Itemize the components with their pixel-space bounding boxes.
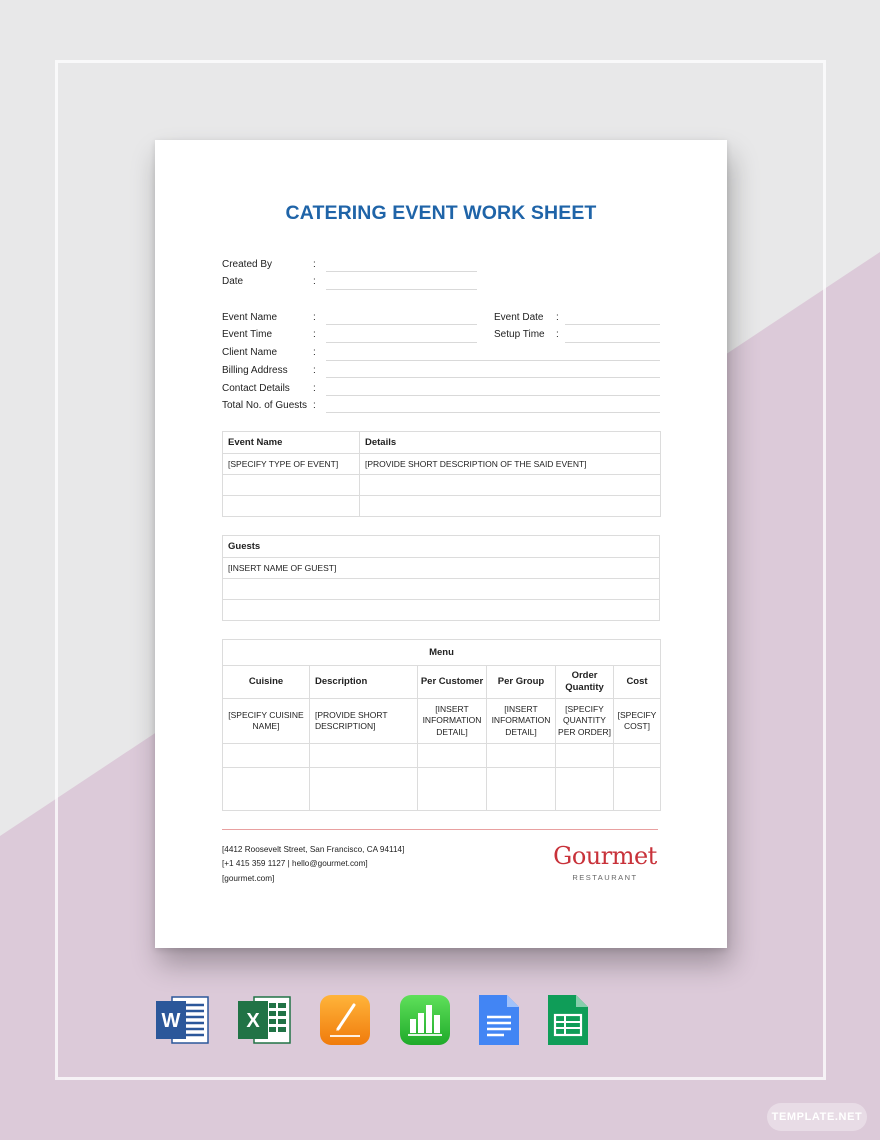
table-cell[interactable] bbox=[310, 744, 418, 768]
table-cell[interactable] bbox=[418, 744, 487, 768]
field-line-date[interactable] bbox=[326, 289, 477, 290]
field-line-setup-time[interactable] bbox=[565, 342, 660, 343]
footer-contact: [+1 415 359 1127 | hello@gourmet.com] bbox=[222, 859, 368, 868]
field-line-client-name[interactable] bbox=[326, 360, 660, 361]
table-cell[interactable] bbox=[556, 768, 614, 811]
column-header-per-group: Per Group bbox=[487, 666, 556, 699]
field-colon: : bbox=[313, 383, 316, 394]
table-cell[interactable]: [INSERT INFORMATION DETAIL] bbox=[487, 699, 556, 744]
table-cell[interactable] bbox=[223, 600, 660, 621]
column-header-cuisine: Cuisine bbox=[223, 666, 310, 699]
table-row bbox=[223, 475, 661, 496]
footer-website: [gourmet.com] bbox=[222, 874, 275, 883]
field-label-date: Date bbox=[222, 276, 244, 287]
field-label-event-name: Event Name bbox=[222, 312, 278, 323]
column-header-per-customer: Per Customer bbox=[418, 666, 487, 699]
table-cell[interactable]: [SPECIFY CUISINE NAME] bbox=[223, 699, 310, 744]
table-cell[interactable] bbox=[223, 579, 660, 600]
table-cell[interactable]: [INSERT INFORMATION DETAIL] bbox=[418, 699, 487, 744]
field-label-created-by: Created By bbox=[222, 259, 273, 270]
event-table bbox=[222, 431, 661, 517]
footer-divider bbox=[222, 829, 658, 830]
column-header-details: Details bbox=[360, 432, 661, 454]
table-header-row bbox=[223, 432, 661, 454]
column-header-event-name: Event Name bbox=[223, 432, 360, 454]
field-line-event-name[interactable] bbox=[326, 324, 477, 325]
field-line-event-time[interactable] bbox=[326, 342, 477, 343]
table-row bbox=[223, 454, 661, 475]
table-header-row bbox=[223, 536, 660, 558]
field-label-client-name: Client Name bbox=[222, 347, 278, 358]
gourmet-logo-subtitle: RESTAURANT bbox=[572, 873, 638, 882]
field-colon: : bbox=[313, 347, 316, 358]
table-cell[interactable]: [PROVIDE SHORT DESCRIPTION OF THE SAID EVENT] bbox=[360, 454, 661, 475]
field-line-total-guests[interactable] bbox=[326, 412, 660, 413]
table-cell[interactable]: [SPECIFY TYPE OF EVENT] bbox=[223, 454, 360, 475]
field-label-setup-time: Setup Time bbox=[494, 329, 545, 340]
excel-icon[interactable] bbox=[238, 993, 292, 1047]
table-cell[interactable]: [PROVIDE SHORT DESCRIPTION] bbox=[310, 699, 418, 744]
field-line-created-by[interactable] bbox=[326, 271, 477, 272]
table-row bbox=[223, 600, 660, 621]
field-label-event-date: Event Date bbox=[494, 312, 544, 323]
page-title: CATERING EVENT WORK SHEET bbox=[285, 202, 597, 224]
field-label-total-guests: Total No. of Guests bbox=[222, 400, 308, 411]
field-colon: : bbox=[313, 329, 316, 340]
table-row bbox=[223, 768, 661, 811]
table-cell[interactable]: [SPECIFY QUANTITY PER ORDER] bbox=[556, 699, 614, 744]
google-docs-icon[interactable] bbox=[472, 993, 526, 1047]
field-colon: : bbox=[313, 365, 316, 376]
footer-address: [4412 Roosevelt Street, San Francisco, CA 94114] bbox=[222, 845, 405, 854]
field-colon: : bbox=[313, 400, 316, 411]
menu-table bbox=[222, 639, 661, 811]
table-row bbox=[223, 744, 661, 768]
column-header-cost: Cost bbox=[614, 666, 661, 699]
table-header-row bbox=[223, 666, 661, 699]
field-line-billing-address[interactable] bbox=[326, 377, 660, 378]
column-header-order-quantity: Order Quantity bbox=[556, 666, 614, 699]
field-colon: : bbox=[313, 276, 316, 287]
field-colon: : bbox=[556, 329, 559, 340]
field-colon: : bbox=[313, 259, 316, 270]
table-row bbox=[223, 699, 661, 744]
word-icon[interactable] bbox=[156, 993, 210, 1047]
column-header-description: Description bbox=[310, 666, 418, 699]
svg-text:W: W bbox=[161, 1010, 181, 1032]
field-label-event-time: Event Time bbox=[222, 329, 273, 340]
menu-title-row bbox=[223, 640, 661, 666]
table-row bbox=[223, 496, 661, 517]
google-sheets-icon[interactable] bbox=[541, 993, 595, 1047]
table-cell[interactable] bbox=[360, 496, 661, 517]
column-header-guests: Guests bbox=[223, 536, 660, 558]
table-cell[interactable] bbox=[418, 768, 487, 811]
field-label-billing-address: Billing Address bbox=[222, 365, 288, 376]
table-cell[interactable]: [INSERT NAME OF GUEST] bbox=[223, 558, 660, 579]
table-cell[interactable] bbox=[310, 768, 418, 811]
gourmet-logo: Gourmet bbox=[553, 842, 657, 870]
table-cell[interactable]: [SPECIFY COST] bbox=[614, 699, 661, 744]
table-cell[interactable] bbox=[487, 744, 556, 768]
field-line-contact-details[interactable] bbox=[326, 395, 660, 396]
menu-title: Menu bbox=[223, 640, 661, 666]
document-page bbox=[155, 140, 727, 948]
field-colon: : bbox=[313, 312, 316, 323]
table-cell[interactable] bbox=[360, 475, 661, 496]
table-cell[interactable] bbox=[223, 496, 360, 517]
pages-icon[interactable] bbox=[318, 993, 372, 1047]
numbers-icon[interactable] bbox=[398, 993, 452, 1047]
field-label-contact-details: Contact Details bbox=[222, 383, 290, 394]
field-colon: : bbox=[556, 312, 559, 323]
table-cell[interactable] bbox=[614, 768, 661, 811]
table-row bbox=[223, 579, 660, 600]
table-cell[interactable] bbox=[614, 744, 661, 768]
guests-table bbox=[222, 535, 660, 621]
svg-text:X: X bbox=[246, 1010, 260, 1032]
table-cell[interactable] bbox=[487, 768, 556, 811]
table-cell[interactable] bbox=[223, 744, 310, 768]
table-cell[interactable] bbox=[223, 768, 310, 811]
table-cell[interactable] bbox=[223, 475, 360, 496]
field-line-event-date[interactable] bbox=[565, 324, 660, 325]
table-row bbox=[223, 558, 660, 579]
template-net-badge[interactable]: TEMPLATE.NET bbox=[767, 1103, 867, 1131]
table-cell[interactable] bbox=[556, 744, 614, 768]
